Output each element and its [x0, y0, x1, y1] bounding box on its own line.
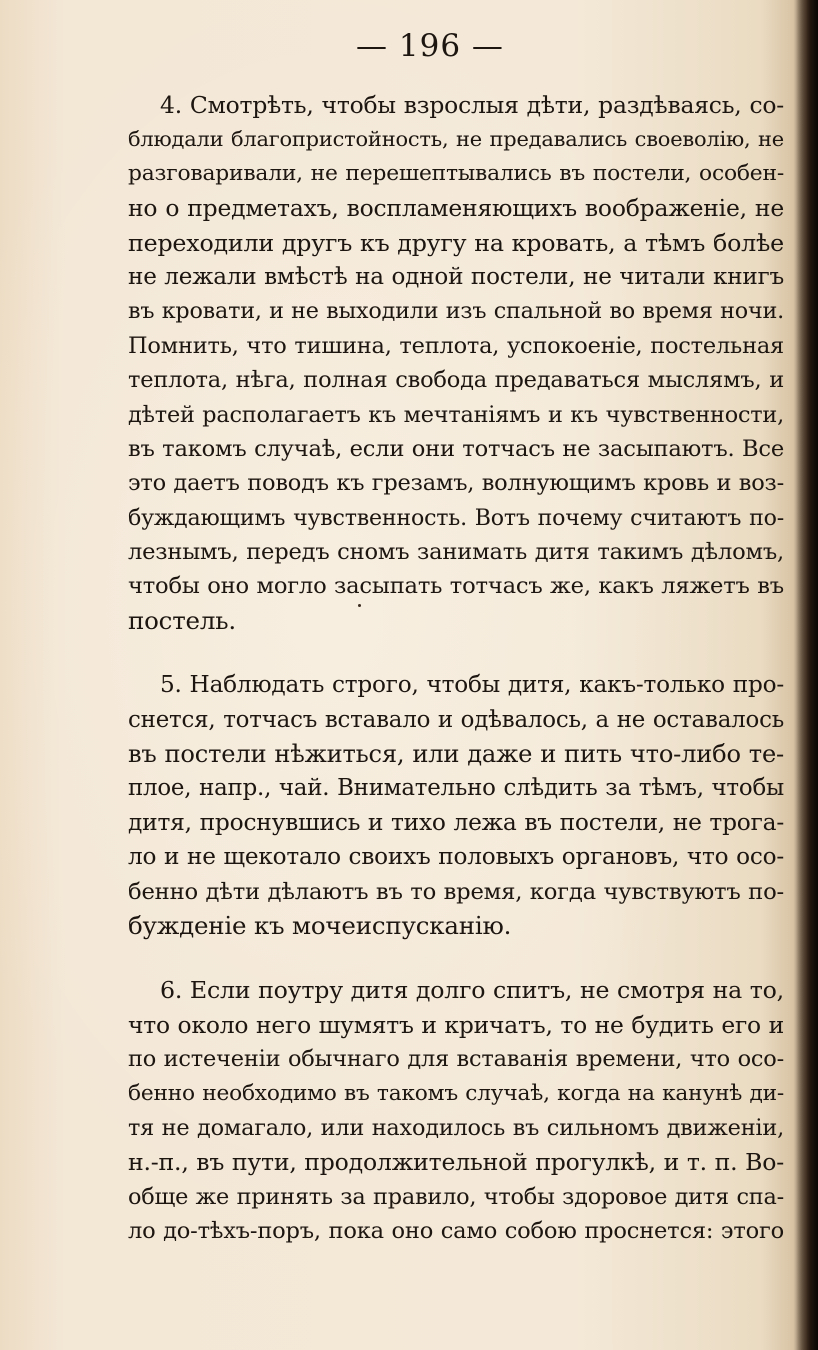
text-line: разговаривали, не перешептывались въ постели, особен-	[128, 160, 784, 186]
page-number: — 196 —	[356, 28, 504, 64]
text-line: дитя, проснувшись и тихо лежа въ постели, не трога-	[128, 808, 784, 836]
text-line: ло и не щекотало своихъ половыхъ органовъ, что осо-	[128, 843, 784, 871]
text-line: лезнымъ, передъ сномъ занимать дитя такимъ дѣломъ,	[128, 539, 784, 566]
text-line: чтобы оно могло засыпать тотчасъ же, какъ ляжетъ въ	[128, 573, 784, 600]
text-line: бужденіе къ мочеиспусканію.	[128, 910, 512, 940]
text-line: блюдали благопристойность, не предавались своеволію, не	[128, 127, 784, 152]
text-line: буждающимъ чувственность. Вотъ почему считаютъ по-	[128, 504, 784, 531]
text-line: н.-п., въ пути, продолжительной прогулкѣ, и т. п. Во-	[128, 1148, 784, 1177]
paragraph-5	[128, 668, 784, 943]
text-line: обще же принять за правило, чтобы здоровое дитя спа-	[128, 1183, 784, 1210]
text-line: по истеченіи обычнаго для вставанія времени, что осо-	[128, 1046, 784, 1073]
page-body	[128, 88, 784, 1249]
text-line: Помнить, что тишина, теплота, успокоеніе, постельная	[128, 332, 784, 359]
text-line: ло до-тѣхъ-поръ, пока оно само собою проснется: этого	[128, 1218, 784, 1245]
paragraph-6	[128, 973, 784, 1248]
text-line: постель.	[128, 605, 236, 635]
ink-speck	[358, 604, 361, 607]
text-line: плое, напр., чай. Внимательно слѣдить за тѣмъ, чтобы	[128, 775, 784, 802]
page-edge-shadow	[796, 0, 818, 1350]
text-line: въ постели нѣжиться, или даже и пить что-либо те-	[128, 740, 784, 769]
text-line: 5. Наблюдать строго, чтобы дитя, какъ-только про-	[160, 671, 784, 699]
text-line: тя не домагало, или находилось въ сильномъ движеніи,	[128, 1114, 784, 1141]
text-line: что около него шумятъ и кричатъ, то не будить его и	[128, 1010, 784, 1039]
text-line: снется, тотчасъ вставало и одѣвалось, а не оставалось	[128, 706, 784, 733]
paragraph-4	[128, 88, 784, 638]
text-line: дѣтей располагаетъ къ мечтаніямъ и къ чувственности,	[128, 401, 784, 428]
text-line: переходили другъ къ другу на кровать, а тѣмъ болѣе	[128, 228, 784, 257]
text-line: теплота, нѣга, полная свобода предаваться мыслямъ, и	[128, 367, 784, 394]
text-line: бенно дѣти дѣлаютъ въ то время, когда чувствуютъ по-	[128, 878, 784, 905]
text-line: въ такомъ случаѣ, если они тотчасъ не засыпаютъ. Все	[128, 435, 784, 462]
text-line: бенно необходимо въ такомъ случаѣ, когда на канунѣ ди-	[128, 1080, 784, 1106]
text-line: не лежали вмѣстѣ на одной постели, не читали книгъ	[128, 263, 784, 290]
text-line: 4. Смотрѣть, чтобы взрослыя дѣти, раздѣваясь, со-	[160, 91, 784, 119]
text-line: но о предметахъ, воспламеняющихъ воображеніе, не	[128, 194, 784, 223]
text-line: 6. Если поутру дитя долго спитъ, не смотря на то,	[160, 976, 784, 1005]
text-line: въ кровати, и не выходили изъ спальной во время ночи.	[128, 298, 784, 325]
text-line: это даетъ поводъ къ грезамъ, волнующимъ кровь и воз-	[128, 470, 784, 497]
